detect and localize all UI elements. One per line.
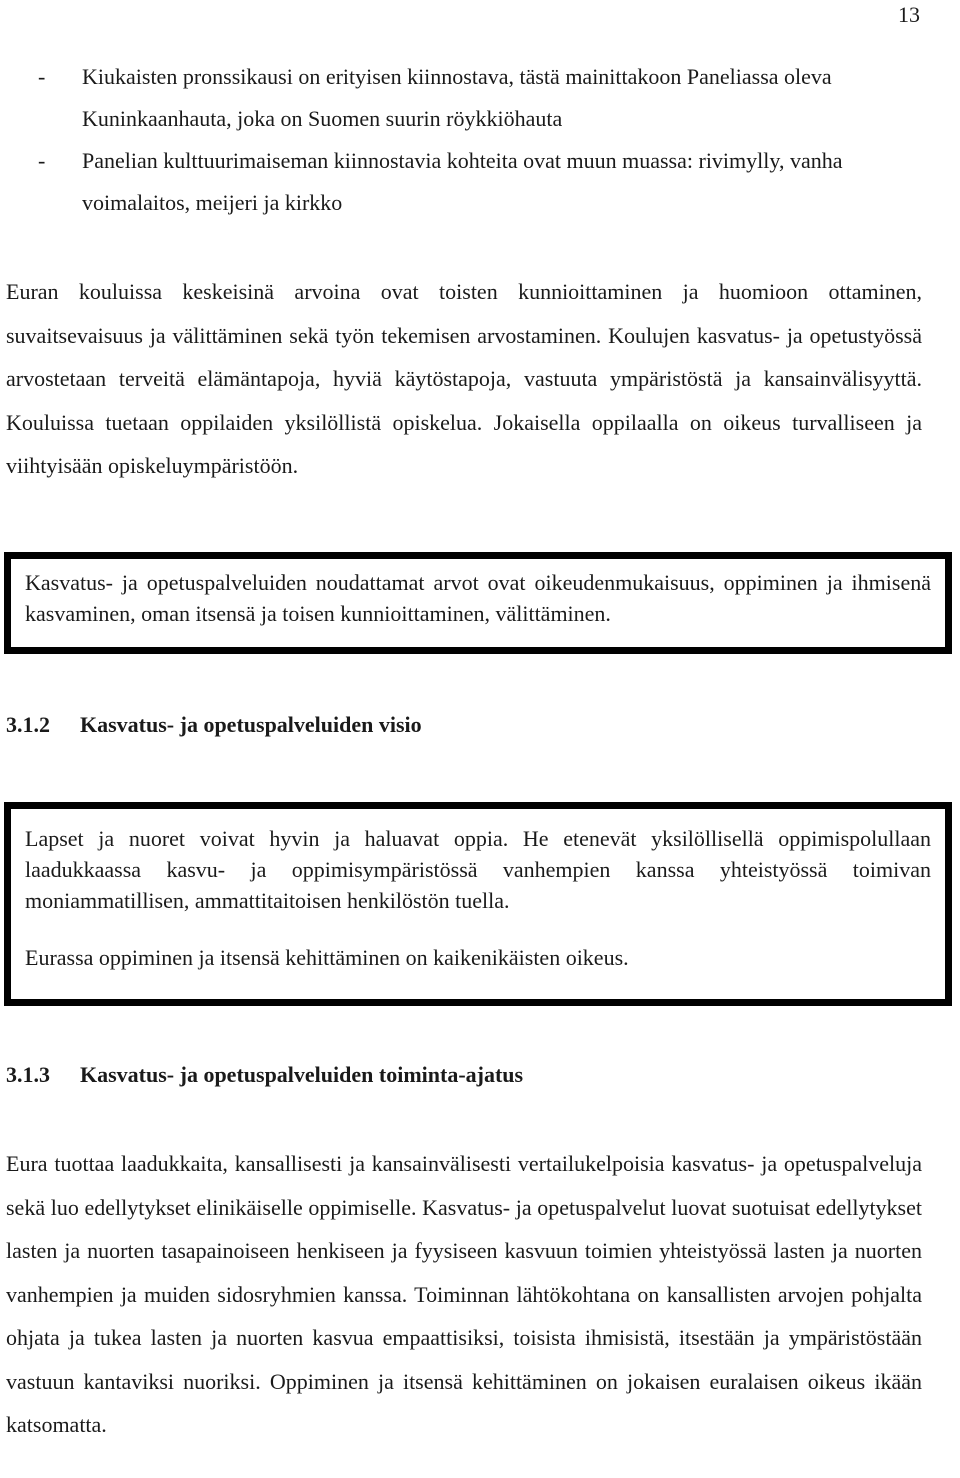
mission-paragraph: Eura tuottaa laadukkaita, kansallisesti ja kansainvälisesti vertailukelpoisia kasvatus- ja opetuspalveluja sekä luo edellytykset elinikäiselle oppimiselle. Kasvatus- ja opetuspalvelut luovat suotuisat edellytykset lasten ja nuorten tasapainoiseen henkiseen ja fyysiseen kasvuun toimien yhteistyössä lasten ja nuorten vanhempien ja muiden sidosryhmien kanssa. Toiminnan lähtökohtana on kansallisten arvojen pohjalta ohjata ja tukea lasten ja nuorten kasvua empaattisiksi, toisista ihmisistä, itsestään ja ympäristöstään vastuun kantaviksi nuoriksi. Oppiminen ja itsensä kehittäminen on jokaisen euralaisen oikeus ikään katsomatta. (6, 1151, 922, 1437)
section-title: Kasvatus- ja opetuspalveluiden toiminta-ajatus (80, 1062, 524, 1087)
vision-box-paragraph: Lapset ja nuoret voivat hyvin ja haluavat oppia. He etenevät yksilöllisellä oppimispolullaan laadukkaassa kasvu- ja oppimisympäristössä vanhempien kanssa yhteistyössä toimivan moniammatillisen, ammattitaitoisen henkilöstön tuella. (25, 826, 931, 913)
values-box (4, 552, 952, 654)
vision-heading (6, 712, 422, 738)
mission-heading (6, 1062, 523, 1088)
list-item (38, 140, 938, 224)
section-number: 3.1.3 (6, 1062, 50, 1087)
list-item (38, 56, 938, 140)
section-number: 3.1.2 (6, 712, 50, 737)
values-paragraph: Euran kouluissa keskeisinä arvoina ovat toisten kunnioittaminen ja huomioon ottaminen, suvaitsevaisuus ja välittäminen sekä työn tekemisen arvostaminen. Koulujen kasvatus- ja opetustyössä arvostetaan terveitä elämäntapoja, hyviä käytöstapoja, vastuuta ympäristöstä ja kansainvälisyyttä. Kouluissa tuetaan oppilaiden yksilöllistä opiskelua. Jokaisella oppilaalla on oikeus turvalliseen ja viihtyisään opiskeluympäristöön. (6, 279, 922, 478)
bullet-text: Panelian kulttuurimaiseman kiinnostavia kohteita ovat muun muassa: rivimylly, vanha voimalaitos, meijeri ja kirkko (82, 148, 843, 215)
values-box-text: Kasvatus- ja opetuspalveluiden noudattamat arvot ovat oikeudenmukaisuus, oppiminen ja ihmisenä kasvaminen, oman itsensä ja toisen kunnioittaminen, välittäminen. (25, 570, 931, 626)
vision-box (4, 802, 952, 1006)
section-title: Kasvatus- ja opetuspalveluiden visio (80, 712, 422, 737)
bullet-dash: - (38, 64, 46, 89)
page-number: 13 (898, 2, 920, 27)
bullet-text: Kiukaisten pronssikausi on erityisen kiinnostava, tästä mainittakoon Paneliassa oleva Kuninkaanhauta, joka on Suomen suurin röykkiöhauta (82, 64, 832, 131)
bullet-dash: - (38, 148, 46, 173)
vision-box-paragraph: Eurassa oppiminen ja itsensä kehittäminen on kaikenikäisten oikeus. (25, 945, 629, 970)
bullet-list (38, 56, 938, 224)
